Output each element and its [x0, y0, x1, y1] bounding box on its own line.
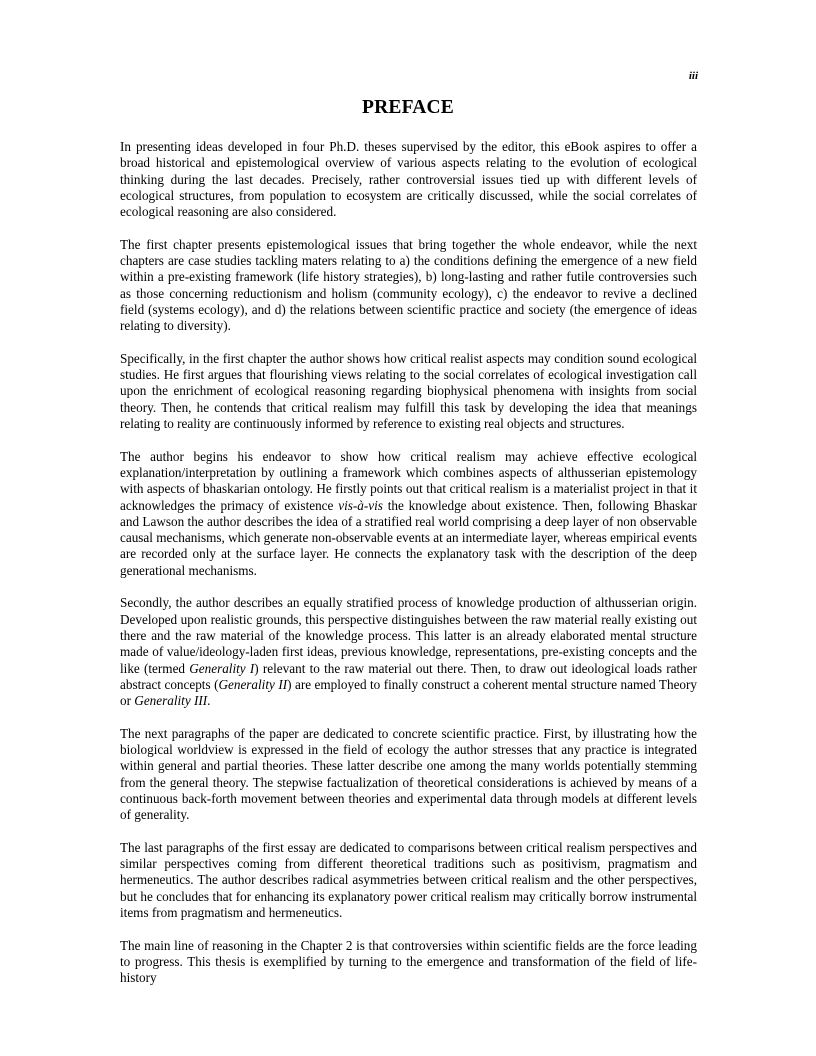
- paragraph-text: The author begins his endeavor to show how critical realism may achieve effective ecological explanation/interpretation by outlining a framework which combines aspects of althusserian epistemology with aspects of bhaskarian ontology. He firstly points out that critical realism is a materialist project in that it acknowledges the primacy of existence: [120, 448, 697, 513]
- paragraph-text: The first chapter presents epistemological issues that bring together the whole endeavor, while the next chapters are case studies tackling maters relating to a) the conditions defining the emergence of a new field within a pre-existing framework (life history strategies), b) long-lasting and rather futile controversies such as those concerning reductionism and holism (community ecology), c) the endeavor to revive a declined field (systems ecology), and d) the relations between scientific practice and society (the emergence of ideas relating to diversity).: [120, 236, 697, 334]
- paragraph-4: [120, 449, 697, 579]
- paragraph-text: ) are employed to finally construct a coherent mental structure named Theory or: [120, 676, 698, 709]
- paragraph-text: In presenting ideas developed in four Ph.D. theses supervised by the editor, this eBook aspires to offer a broad historical and epistemological overview of various aspects relating to the evolution of ecological thinking during the last decades. Precisely, rather controversial issues tied up with different levels of ecological structures, from population to ecosystem are critically discussed, while the social correlates of ecological reasoning are also considered.: [120, 139, 697, 220]
- paragraph-7: [120, 840, 697, 921]
- italic-term: Generality III: [134, 693, 208, 709]
- italic-term: Generality I: [189, 660, 255, 676]
- paragraph-text: the knowledge about existence. Then, following Bhaskar and Lawson the author describes the idea of a stratified real world comprising a deep layer of non observable causal mechanisms, which generate non-observable events at an intermediate layer, whereas empirical events are recorded only at the surface layer. He connects the explanatory task with the description of the deep generational mechanisms.: [120, 497, 697, 578]
- italic-term: Generality II: [218, 676, 288, 692]
- page-title: PREFACE: [361, 97, 455, 118]
- paragraph-text: The main line of reasoning in the Chapter 2 is that controversies within scientific fields are the force leading to progress. This thesis is exemplified by turning to the emergence and transformation of the field of life-history: [120, 937, 697, 986]
- paragraph-6: [120, 726, 697, 824]
- paragraph-1: [120, 139, 697, 220]
- paragraph-text: The last paragraphs of the first essay are dedicated to comparisons between critical realism perspectives and similar perspectives coming from different theoretical traditions such as positivism, pragmatism and hermeneutics. The author describes radical asymmetries between critical realism and the other perspectives, but he concludes that for enhancing its explanatory power critical realism may critically borrow instrumental items from pragmatism and hermeneutics.: [120, 839, 697, 920]
- paragraph-text: Specifically, in the first chapter the author shows how critical realist aspects may condition sound ecological studies. He first argues that flourishing views relating to the social correlates of ecological investigation call upon the enrichment of ecological reasoning regarding biophysical phenomena with insights from social theory. Then, he contends that critical realism may fulfill this task by developing the idea that meanings relating to reality are continuously informed by reference to existing real objects and structures.: [120, 350, 697, 432]
- paragraph-text: Secondly, the author describes an equally stratified process of knowledge production of althusserian origin. Developed upon realistic grounds, this perspective distinguishes between the raw material really existing out there and the raw material of the knowledge process. This latter is an already elaborated mental structure made of value/ideology-laden first ideas, previous knowledge, representations, pre-existing concepts and the like (termed: [120, 595, 697, 676]
- paragraph-3: [120, 351, 697, 432]
- paragraph-text: .: [207, 693, 211, 709]
- paragraph-text: ) relevant to the raw material out there. Then, to draw out ideological loads rather abstract concepts (: [120, 660, 698, 692]
- paragraph-text: The next paragraphs of the paper are dedicated to concrete scientific practice. First, by illustrating how the biological worldview is expressed in the field of ecology the author stresses that any practice is integrated within general and partial theories. These latter describe one among the many worlds potentially stemming from the general theory. The stepwise factualization of theoretical considerations is achieved by means of a continuous back-forth movement between theories and experimental data through models at different levels of generality.: [120, 725, 697, 823]
- paragraph-5: [120, 595, 697, 709]
- italic-term: vis-à-vis: [338, 497, 383, 513]
- page-number: iii: [688, 70, 698, 82]
- paragraph-8: [120, 938, 697, 987]
- paragraph-2: [120, 237, 697, 335]
- preface-body: [120, 139, 697, 1003]
